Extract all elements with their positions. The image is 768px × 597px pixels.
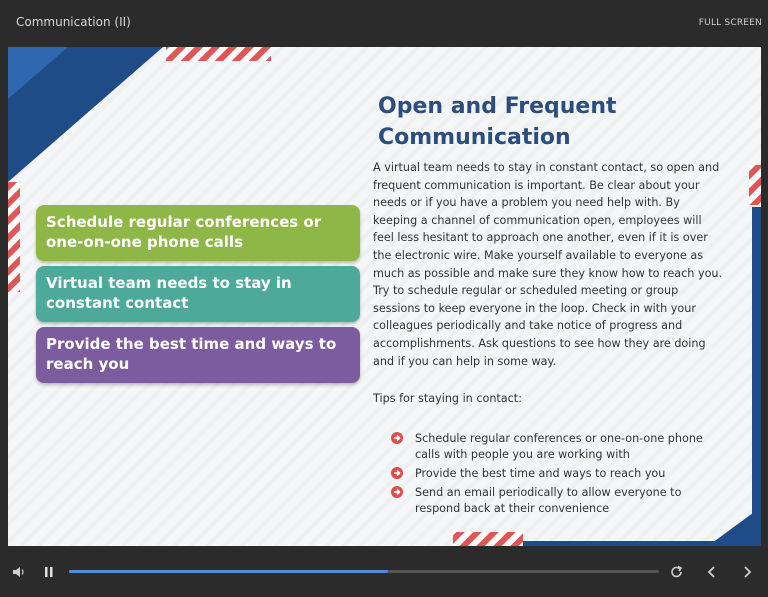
tip-text: Provide the best time and ways to reach you: [415, 467, 666, 480]
list-item: [391, 485, 711, 517]
arrow-circle-icon: [391, 467, 403, 479]
replay-icon[interactable]: [668, 563, 686, 581]
course-title: Communication (II): [16, 15, 131, 29]
prev-icon[interactable]: [703, 563, 721, 581]
arrow-circle-icon: [391, 432, 403, 444]
pill-schedule-conferences: Schedule regular conferences or one-on-one phone calls: [36, 205, 360, 261]
next-icon[interactable]: [738, 563, 756, 581]
pause-icon[interactable]: [40, 563, 58, 581]
tip-text: Schedule regular conferences or one-on-one phone calls with people you are working with: [415, 432, 703, 461]
slide-heading: Open and Frequent Communication: [378, 94, 617, 150]
slide-canvas: [8, 47, 761, 546]
list-item: [391, 466, 711, 482]
tips-title: Tips for staying in contact:: [373, 392, 522, 405]
pill-best-time: Provide the best time and ways to reach you: [36, 327, 360, 383]
player-controls: [0, 546, 768, 597]
top-bar: [0, 0, 768, 46]
progress-fill: [69, 570, 388, 573]
pill-constant-contact: Virtual team needs to stay in constant contact: [36, 266, 360, 322]
volume-icon[interactable]: [10, 563, 28, 581]
list-item: [391, 431, 711, 463]
fullscreen-button[interactable]: FULL SCREEN: [698, 18, 762, 28]
progress-bar[interactable]: [69, 570, 659, 573]
tip-text: Send an email periodically to allow everyone to respond back at their convenience: [415, 486, 682, 515]
arrow-circle-icon: [391, 486, 403, 498]
tips-list: [391, 431, 711, 520]
slide-body-text: A virtual team needs to stay in constant contact, so open and frequent communication is important. Be clear about your needs or if you have a problem you need help with. By keeping a channel of communication open, employees will feel less hesitant to approach one another, even if it is over the electronic wire. Make yourself available to everyone as much as possible and make sure they know how to reach you. Try to schedule regular or scheduled meeting or group sessions to keep everyone in the loop. Check in with your colleagues periodically and take notice of progress and accomplishments. Ask questions to see how they are doing and if you can help in some way.: [373, 161, 723, 368]
